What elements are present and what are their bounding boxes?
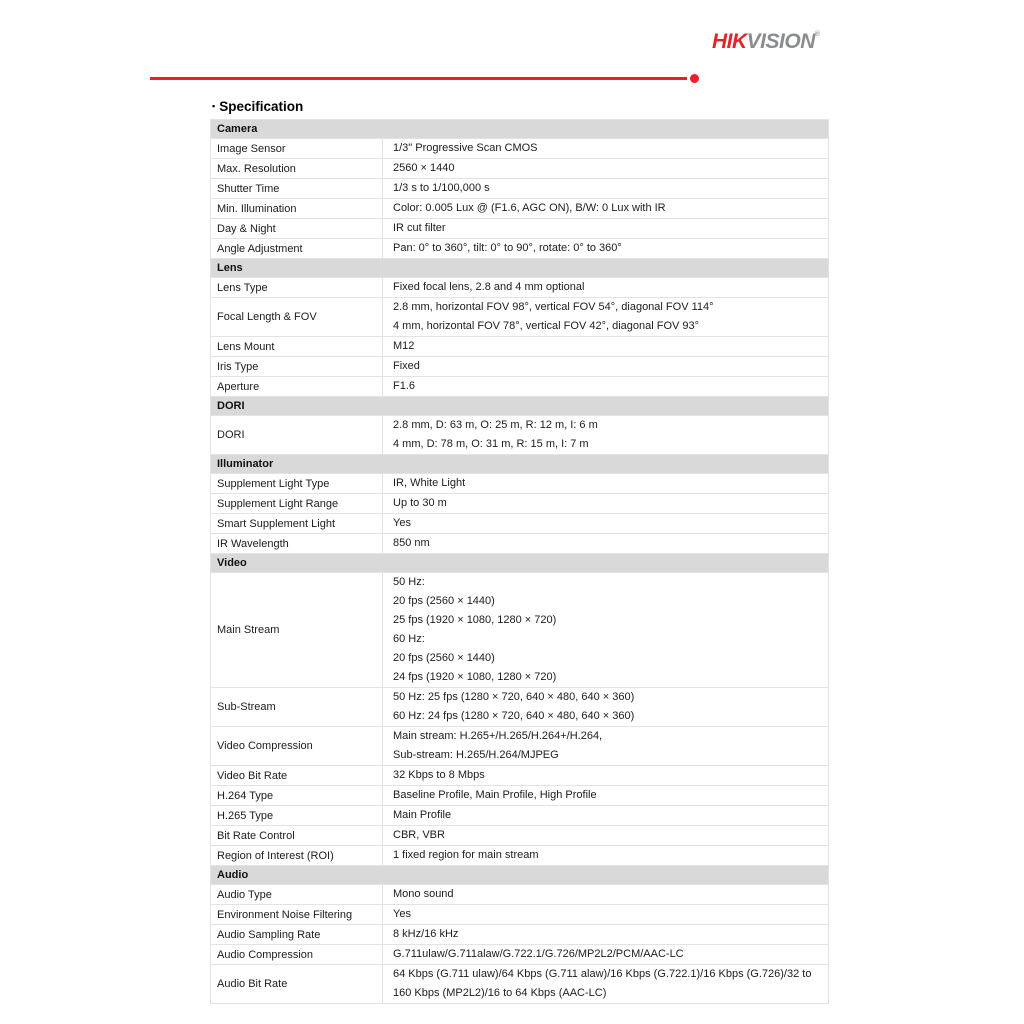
spec-value-line: 850 nm — [393, 537, 430, 549]
spec-value-line: Up to 30 m — [393, 497, 447, 509]
spec-value-line: Main stream: H.265+/H.265/H.264+/H.264, — [393, 730, 603, 742]
spec-label-cell: Audio Compression — [211, 945, 383, 965]
spec-value-line: G.711ulaw/G.711alaw/G.722.1/G.726/MP2L2/PCM/AAC-LC — [393, 948, 684, 960]
spec-value-cell — [383, 925, 829, 945]
specification-heading — [212, 99, 303, 114]
spec-value-line: Mono sound — [393, 888, 454, 900]
spec-row — [211, 806, 829, 826]
spec-value-line: 1/3 s to 1/100,000 s — [393, 182, 490, 194]
spec-value-cell — [383, 474, 829, 494]
spec-label-cell: Max. Resolution — [211, 159, 383, 179]
spec-value-line: 8 kHz/16 kHz — [393, 928, 459, 940]
spec-value-cell — [383, 573, 829, 688]
spec-value-line: 20 fps (2560 × 1440) — [393, 652, 495, 664]
section-title: DORI — [211, 397, 829, 416]
spec-value-cell — [383, 786, 829, 806]
spec-row — [211, 337, 829, 357]
section-header-row — [211, 120, 829, 139]
spec-label-cell: Lens Type — [211, 278, 383, 298]
spec-value-line: 2560 × 1440 — [393, 162, 455, 174]
spec-label-cell: H.265 Type — [211, 806, 383, 826]
spec-label-cell: Min. Illumination — [211, 199, 383, 219]
spec-value-cell — [383, 766, 829, 786]
spec-label-cell: Sub-Stream — [211, 688, 383, 727]
spec-value-cell — [383, 219, 829, 239]
section-title: Video — [211, 554, 829, 573]
spec-row — [211, 945, 829, 965]
spec-value-line: 64 Kbps (G.711 ulaw)/64 Kbps (G.711 alaw)/16 Kbps (G.722.1)/16 Kbps (G.726)/32 to — [393, 968, 812, 980]
spec-row — [211, 179, 829, 199]
spec-value-cell — [383, 278, 829, 298]
spec-row — [211, 846, 829, 866]
divider-line — [150, 77, 687, 80]
spec-value-line: 32 Kbps to 8 Mbps — [393, 769, 485, 781]
spec-value-line: 25 fps (1920 × 1080, 1280 × 720) — [393, 614, 557, 626]
section-title: Lens — [211, 259, 829, 278]
spec-value-line: 60 Hz: 24 fps (1280 × 720, 640 × 480, 640 × 360) — [393, 710, 635, 722]
spec-row — [211, 514, 829, 534]
spec-value-cell — [383, 179, 829, 199]
spec-row — [211, 534, 829, 554]
registered-trademark-icon: ® — [814, 31, 820, 38]
section-header-row — [211, 455, 829, 474]
spec-table-body — [211, 120, 829, 1004]
spec-label-cell: Video Bit Rate — [211, 766, 383, 786]
spec-row — [211, 494, 829, 514]
spec-value-line: 50 Hz: — [393, 576, 425, 588]
spec-value-line: 1/3" Progressive Scan CMOS — [393, 142, 538, 154]
spec-value-line: IR cut filter — [393, 222, 446, 234]
logo-hik-text: HIK — [712, 30, 747, 53]
spec-row — [211, 573, 829, 688]
spec-label-cell: Region of Interest (ROI) — [211, 846, 383, 866]
spec-value-cell — [383, 846, 829, 866]
spec-value-line: 4 mm, D: 78 m, O: 31 m, R: 15 m, I: 7 m — [393, 438, 589, 450]
spec-label-cell: Shutter Time — [211, 179, 383, 199]
spec-value-cell — [383, 298, 829, 337]
spec-row — [211, 139, 829, 159]
spec-value-cell — [383, 945, 829, 965]
spec-value-line: 60 Hz: — [393, 633, 425, 645]
spec-value-line: 2.8 mm, horizontal FOV 98°, vertical FOV 54°, diagonal FOV 114° — [393, 301, 714, 313]
spec-label-cell: Audio Bit Rate — [211, 965, 383, 1004]
spec-row — [211, 474, 829, 494]
spec-label-cell: Video Compression — [211, 727, 383, 766]
spec-value-line: Sub-stream: H.265/H.264/MJPEG — [393, 749, 559, 761]
spec-value-cell — [383, 826, 829, 846]
spec-value-line: 2.8 mm, D: 63 m, O: 25 m, R: 12 m, I: 6 m — [393, 419, 598, 431]
spec-value-cell — [383, 806, 829, 826]
spec-label-cell: Lens Mount — [211, 337, 383, 357]
spec-row — [211, 826, 829, 846]
spec-value-cell — [383, 688, 829, 727]
spec-value-line: 20 fps (2560 × 1440) — [393, 595, 495, 607]
spec-value-line: 50 Hz: 25 fps (1280 × 720, 640 × 480, 640 × 360) — [393, 691, 635, 703]
spec-value-line: Color: 0.005 Lux @ (F1.6, AGC ON), B/W: 0 Lux with IR — [393, 202, 666, 214]
section-header-row — [211, 866, 829, 885]
hikvision-logo — [712, 30, 820, 54]
spec-value-cell — [383, 239, 829, 259]
spec-value-line: Fixed — [393, 360, 420, 372]
section-title: Camera — [211, 120, 829, 139]
spec-value-line: M12 — [393, 340, 415, 352]
spec-row — [211, 278, 829, 298]
specification-table — [210, 119, 829, 1004]
spec-label-cell: Environment Noise Filtering — [211, 905, 383, 925]
spec-value-cell — [383, 377, 829, 397]
spec-row — [211, 965, 829, 1004]
spec-value-line: Baseline Profile, Main Profile, High Profile — [393, 789, 597, 801]
spec-row — [211, 688, 829, 727]
spec-value-line: 4 mm, horizontal FOV 78°, vertical FOV 42°, diagonal FOV 93° — [393, 320, 700, 332]
spec-row — [211, 199, 829, 219]
spec-value-line: CBR, VBR — [393, 829, 445, 841]
section-header-row — [211, 397, 829, 416]
spec-label-cell: Image Sensor — [211, 139, 383, 159]
spec-value-cell — [383, 159, 829, 179]
spec-label-cell: Supplement Light Range — [211, 494, 383, 514]
spec-value-cell — [383, 885, 829, 905]
spec-row — [211, 885, 829, 905]
section-header-row — [211, 259, 829, 278]
spec-value-line: 1 fixed region for main stream — [393, 849, 539, 861]
page-title: Specification — [219, 99, 304, 114]
spec-row — [211, 357, 829, 377]
spec-label-cell: Audio Sampling Rate — [211, 925, 383, 945]
spec-value-line: Main Profile — [393, 809, 452, 821]
spec-value-cell — [383, 965, 829, 1004]
spec-value-cell — [383, 727, 829, 766]
spec-value-line: IR, White Light — [393, 477, 466, 489]
spec-label-cell: IR Wavelength — [211, 534, 383, 554]
spec-label-cell: Audio Type — [211, 885, 383, 905]
spec-value-line: Fixed focal lens, 2.8 and 4 mm optional — [393, 281, 585, 293]
spec-value-line: 160 Kbps (MP2L2)/16 to 64 Kbps (AAC-LC) — [393, 987, 607, 999]
section-title: Illuminator — [211, 455, 829, 474]
spec-row — [211, 239, 829, 259]
section-title: Audio — [211, 866, 829, 885]
spec-label-cell: Day & Night — [211, 219, 383, 239]
spec-row — [211, 159, 829, 179]
spec-row — [211, 905, 829, 925]
spec-value-cell — [383, 534, 829, 554]
spec-value-cell — [383, 494, 829, 514]
spec-value-line: F1.6 — [393, 380, 416, 392]
spec-row — [211, 416, 829, 455]
spec-value-line: 24 fps (1920 × 1080, 1280 × 720) — [393, 671, 557, 683]
spec-value-cell — [383, 139, 829, 159]
spec-value-cell — [383, 514, 829, 534]
spec-label-cell: DORI — [211, 416, 383, 455]
spec-label-cell: Main Stream — [211, 573, 383, 688]
spec-label-cell: Iris Type — [211, 357, 383, 377]
spec-label-cell: H.264 Type — [211, 786, 383, 806]
spec-label-cell: Smart Supplement Light — [211, 514, 383, 534]
spec-label-cell: Bit Rate Control — [211, 826, 383, 846]
section-header-row — [211, 554, 829, 573]
spec-value-line: Yes — [393, 908, 411, 920]
square-bullet-icon: ▪ — [212, 101, 216, 111]
spec-value-line: Pan: 0° to 360°, tilt: 0° to 90°, rotate: 0° to 360° — [393, 242, 622, 254]
divider-dot-icon — [690, 74, 699, 83]
spec-value-cell — [383, 905, 829, 925]
spec-value-line: Yes — [393, 517, 411, 529]
spec-row — [211, 727, 829, 766]
spec-row — [211, 377, 829, 397]
spec-row — [211, 298, 829, 337]
spec-row — [211, 766, 829, 786]
spec-value-cell — [383, 337, 829, 357]
spec-label-cell: Aperture — [211, 377, 383, 397]
spec-label-cell: Angle Adjustment — [211, 239, 383, 259]
spec-value-cell — [383, 357, 829, 377]
spec-label-cell: Supplement Light Type — [211, 474, 383, 494]
spec-row — [211, 786, 829, 806]
logo-vision-text: VISION — [746, 30, 815, 53]
spec-row — [211, 219, 829, 239]
spec-value-cell — [383, 416, 829, 455]
spec-label-cell: Focal Length & FOV — [211, 298, 383, 337]
spec-row — [211, 925, 829, 945]
spec-value-cell — [383, 199, 829, 219]
